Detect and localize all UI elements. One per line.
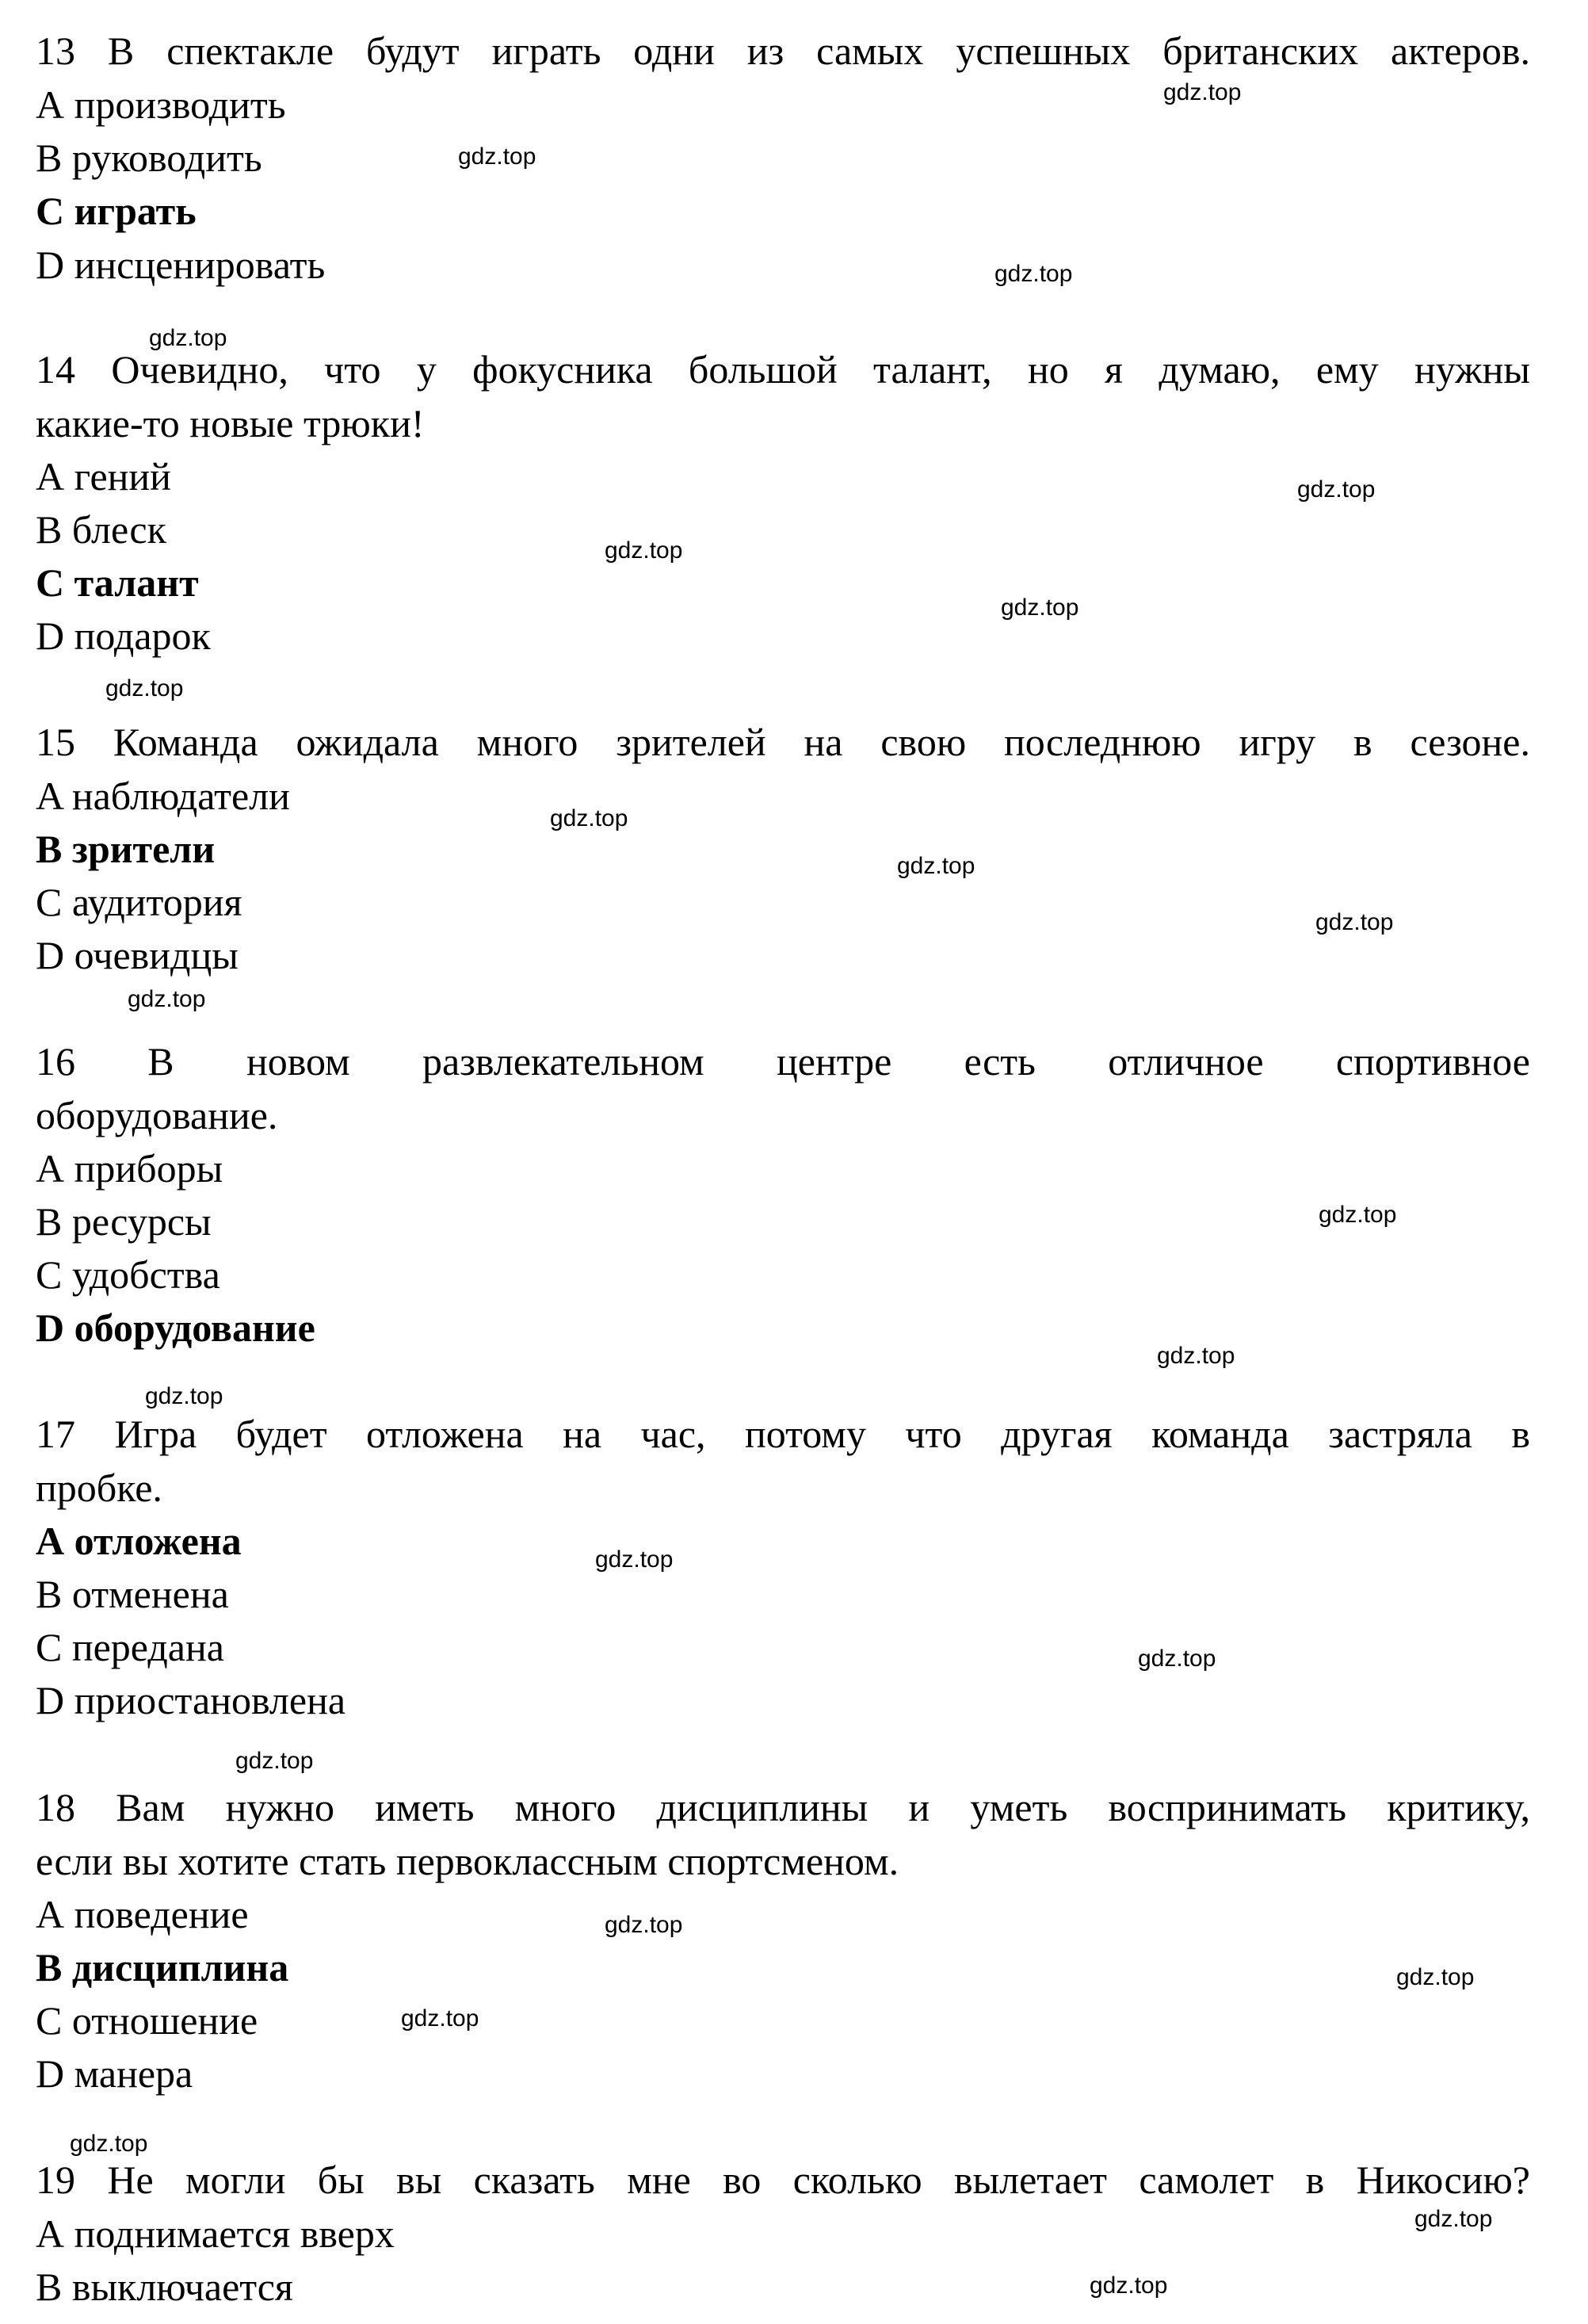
q15-option-a: A наблюдатели bbox=[36, 774, 290, 818]
q14-answer-c: С талант bbox=[36, 560, 199, 605]
question-19-text: 19 Не могли бы вы сказать мне во сколько вылетает самолет в Никосию? bbox=[36, 2158, 1530, 2202]
watermark: gdz.top bbox=[605, 537, 683, 564]
watermark: gdz.top bbox=[595, 1546, 674, 1573]
watermark: gdz.top bbox=[128, 986, 206, 1012]
q16-option-c: С удобства bbox=[36, 1252, 220, 1297]
watermark: gdz.top bbox=[458, 143, 536, 170]
watermark: gdz.top bbox=[149, 325, 227, 351]
q15-answer-b: В зрители bbox=[36, 827, 216, 871]
question-13-text: 13 В спектакле будут играть одни из самых успешных британских актеров. bbox=[36, 29, 1530, 73]
q17-option-d: D приостановлена bbox=[36, 1678, 346, 1722]
question-17-text-line2: пробке. bbox=[36, 1466, 162, 1510]
q17-option-c: С передана bbox=[36, 1625, 224, 1669]
q14-option-b: В блеск bbox=[36, 507, 166, 552]
q13-option-a: А производить bbox=[36, 82, 286, 127]
q17-option-b: В отменена bbox=[36, 1572, 229, 1616]
q18-option-c: С отношение bbox=[36, 1998, 258, 2043]
q19-option-a: А поднимается вверх bbox=[36, 2211, 395, 2256]
watermark: gdz.top bbox=[1090, 2272, 1168, 2299]
q19-option-b: В выключается bbox=[36, 2265, 293, 2309]
watermark: gdz.top bbox=[70, 2131, 148, 2157]
watermark: gdz.top bbox=[1297, 476, 1376, 503]
watermark: gdz.top bbox=[401, 2005, 479, 2032]
watermark: gdz.top bbox=[235, 1748, 314, 1774]
watermark: gdz.top bbox=[605, 1912, 683, 1938]
question-18-text-line1: 18 Вам нужно иметь много дисциплины и уметь воспринимать критику, bbox=[36, 1785, 1530, 1829]
question-17-text-line1: 17 Игра будет отложена на час, потому что другая команда застряла в bbox=[36, 1412, 1530, 1456]
q13-answer-c: С играть bbox=[36, 189, 197, 233]
q15-option-d: D очевидцы bbox=[36, 933, 239, 977]
q16-option-b: В ресурсы bbox=[36, 1199, 212, 1244]
watermark: gdz.top bbox=[1163, 79, 1242, 105]
question-16-text-line1: 16 В новом развлекательном центре есть отличное спортивное bbox=[36, 1039, 1530, 1084]
question-14-text-line2: какие-то новые трюки! bbox=[36, 401, 425, 445]
watermark: gdz.top bbox=[994, 261, 1073, 287]
q18-answer-b: В дисциплина bbox=[36, 1945, 289, 1990]
q18-option-a: А поведение bbox=[36, 1892, 249, 1936]
question-14-text-line1: 14 Очевидно, что у фокусника большой талант, но я думаю, ему нужны bbox=[36, 347, 1530, 392]
q14-option-a: А гений bbox=[36, 454, 171, 499]
q16-answer-d: D оборудование bbox=[36, 1305, 315, 1350]
watermark: gdz.top bbox=[1319, 1202, 1397, 1228]
q13-option-d: D инсценировать bbox=[36, 243, 326, 287]
watermark: gdz.top bbox=[897, 853, 975, 879]
q16-option-a: А приборы bbox=[36, 1146, 223, 1191]
q13-option-b: B руководить bbox=[36, 136, 262, 180]
watermark: gdz.top bbox=[145, 1383, 223, 1409]
watermark: gdz.top bbox=[1414, 2206, 1493, 2232]
watermark: gdz.top bbox=[1315, 909, 1394, 935]
watermark: gdz.top bbox=[1138, 1646, 1216, 1672]
watermark: gdz.top bbox=[105, 675, 184, 701]
question-15-text: 15 Команда ожидала много зрителей на свою последнюю игру в сезоне. bbox=[36, 720, 1530, 764]
q15-option-c: С аудитория bbox=[36, 880, 242, 924]
watermark: gdz.top bbox=[1157, 1343, 1235, 1369]
watermark: gdz.top bbox=[1396, 1964, 1475, 1990]
q18-option-d: D манера bbox=[36, 2051, 193, 2096]
question-16-text-line2: оборудование. bbox=[36, 1093, 278, 1137]
watermark: gdz.top bbox=[550, 805, 628, 831]
q17-answer-a: А отложена bbox=[36, 1519, 242, 1563]
question-18-text-line2: если вы хотите стать первоклассным спортсменом. bbox=[36, 1839, 899, 1883]
watermark: gdz.top bbox=[1001, 594, 1079, 621]
q14-option-d: D подарок bbox=[36, 613, 211, 658]
